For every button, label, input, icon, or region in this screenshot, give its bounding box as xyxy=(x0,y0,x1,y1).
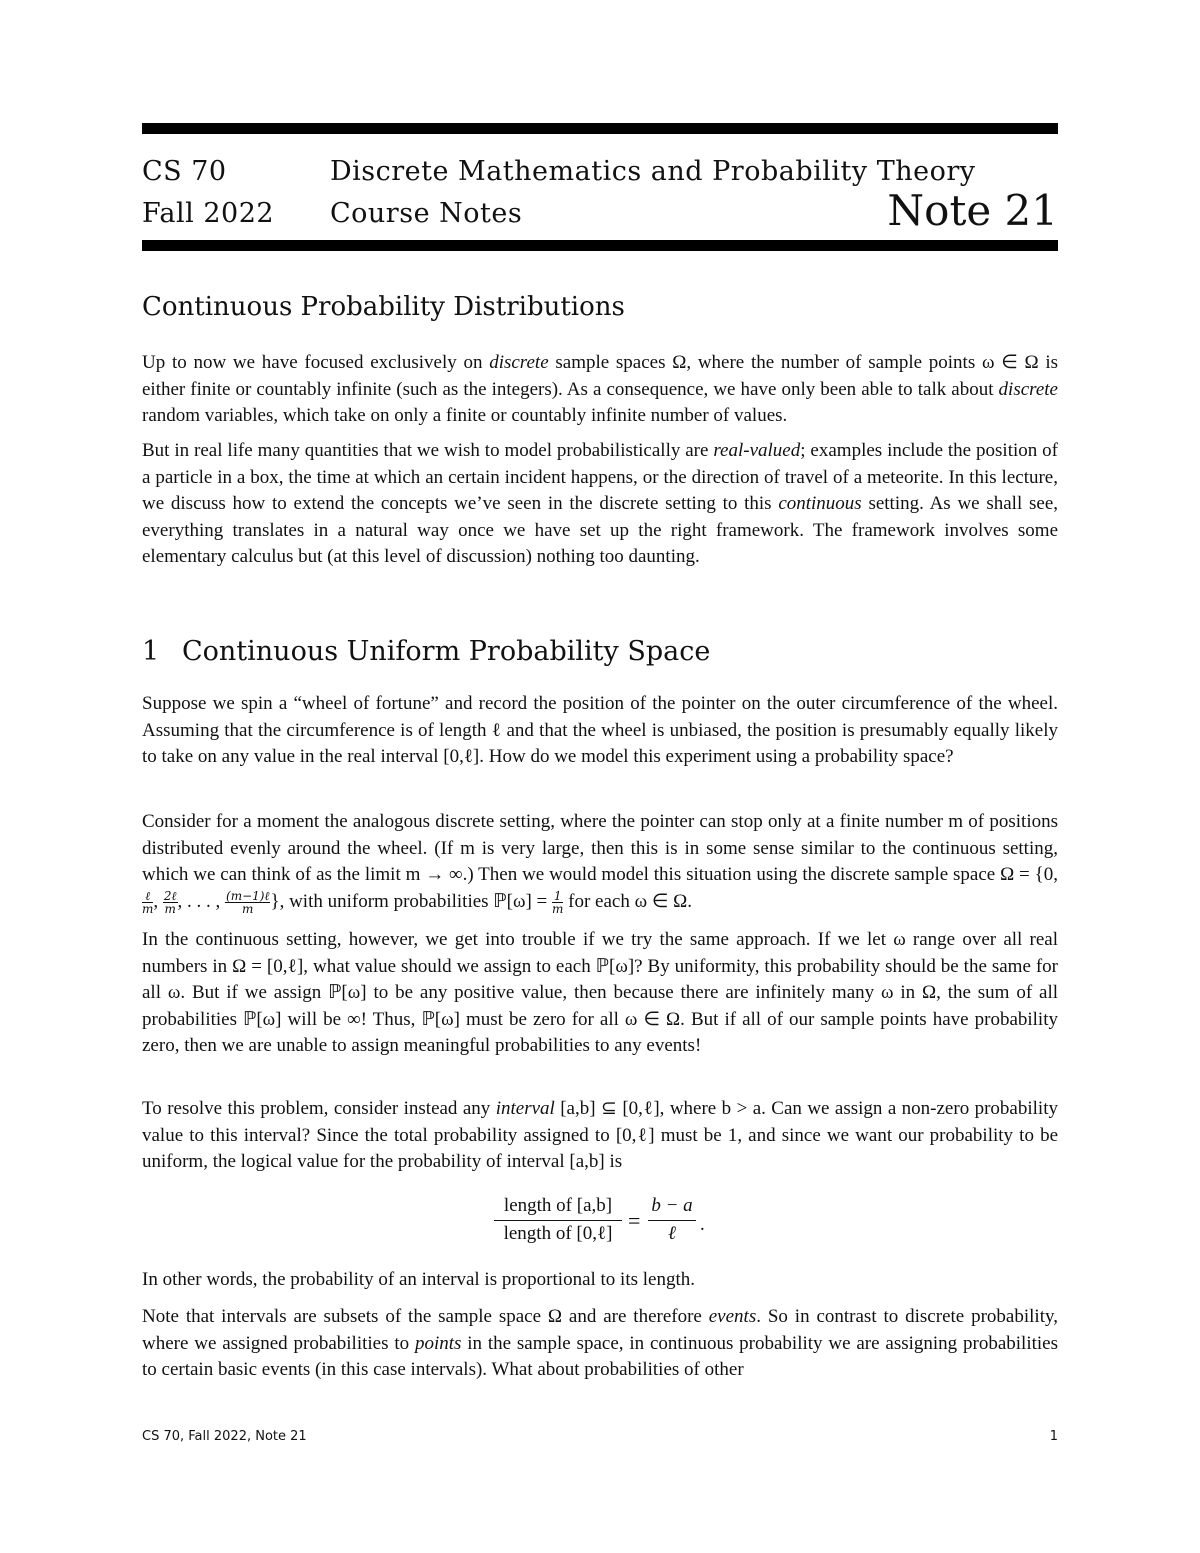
fraction-l-over-m: $\frac{\text{ℓ}}{m}$ xyxy=(142,888,154,916)
subsection-title: Continuous Uniform Probability Space xyxy=(182,636,711,667)
subsection-number: 1 xyxy=(142,636,160,667)
equation-fraction-b-minus-a: b − a ℓ xyxy=(648,1194,696,1247)
header-bottom-rule xyxy=(142,240,1058,251)
course-term: Fall 2022 xyxy=(142,198,275,229)
body-paragraph-proportional: In other words, the probability of an interval is proportional to its length. xyxy=(142,1269,696,1290)
body-paragraph-wheel: Suppose we spin a “wheel of fortune” and record the position of the pointer on the outer circumference of the wheel. Assuming that the circumference is of length ℓ and that the wheel is unbiased, the position is presumably equally likely to take on any value in the real interval [0,ℓ]. How do we model this experiment using a probability space? xyxy=(142,693,1058,767)
equation-equals: = xyxy=(628,1208,641,1233)
footer-left: CS 70, Fall 2022, Note 21 xyxy=(142,1429,307,1444)
display-equation xyxy=(0,1194,1200,1254)
equation-period: . xyxy=(700,1214,705,1235)
fraction-1-over-m: $\frac{1}{m}$ xyxy=(552,888,564,916)
course-title: Discrete Mathematics and Probability Theory xyxy=(330,156,976,187)
course-subtitle: Course Notes xyxy=(330,198,523,229)
body-paragraph-discrete-setting: Consider for a moment the analogous discrete setting, where the pointer can stop only at a finite number m of positions distributed evenly around the wheel. (If m is very large, then this is in some sense similar to the continuous setting, which we can think of as the limit m → ∞.) Then we would model this situation using the discrete sample space Ω = {0, $\frac{\text{ℓ}}{m}$ , $\frac{\text{2ℓ}}{m}$ , . . . , $\frac{\text{(m−1)ℓ}}{m}$ }, with uniform probabilities ℙ[ω] = $\frac{1}{m}$ for each ω ∈ Ω. xyxy=(142,811,1058,916)
fraction-2l-over-m: $\frac{\text{2ℓ}}{m}$ xyxy=(163,888,177,916)
header-top-rule xyxy=(142,123,1058,134)
body-paragraph-events: Note that intervals are subsets of the sample space Ω and are therefore events. So in contrast to discrete probability, where we assigned probabilities to points in the sample space, in continuous probability we are assigning probabilities to certain basic events (in this case intervals). What about probabilities of other xyxy=(142,1306,1059,1380)
body-paragraph-interval: To resolve this problem, consider instead any interval [a,b] ⊆ [0,ℓ], where b > a. Can we assign a non-zero probability value to this interval? Since the total probability assigned to [0,ℓ] must be 1, and since we want our probability to be uniform, the logical value for the probability of interval [a,b] is xyxy=(142,1098,1058,1172)
intro-paragraph-1: Up to now we have focused exclusively on discrete sample spaces Ω, where the number of sample points ω ∈ Ω is either finite or countably infinite (such as the integers). As a consequence, we have only been able to talk about discrete random variables, which take on only a finite or countably infinite number of values. xyxy=(142,352,1058,426)
body-paragraph-continuous-trouble: In the continuous setting, however, we get into trouble if we try the same approach. If we let ω range over all real numbers in Ω = [0,ℓ], what value should we assign to each ℙ[ω]? By uniformity, this probability should be the same for all ω. But if we assign ℙ[ω] to be any positive value, then because there are infinitely many ω in Ω, the sum of all probabilities ℙ[ω] will be ∞! Thus, ℙ[ω] must be zero for all ω ∈ Ω. But if all of our sample points have probability zero, then we are unable to assign meaningful probabilities to any events! xyxy=(142,929,1058,1056)
page-number: 1 xyxy=(1049,1429,1058,1444)
note-number: Note 21 xyxy=(887,186,1058,235)
course-code: CS 70 xyxy=(142,156,227,187)
subsection-heading xyxy=(142,636,710,667)
intro-paragraph-2: But in real life many quantities that we wish to model probabilistically are real-valued; examples include the position of a particle in a box, the time at which an certain incident happens, or the direction of travel of a meteorite. In this lecture, we discuss how to extend the concepts we’ve seen in the discrete setting to this continuous setting. As we shall see, everything translates in a natural way once we have set up the right framework. The framework involves some elementary calculus but (at this level of discussion) nothing too daunting. xyxy=(142,440,1058,567)
equation-fraction-lengths: length of [a,b] length of [0,ℓ] xyxy=(494,1194,622,1247)
fraction-m-minus-1-l-over-m: $\frac{\text{(m−1)ℓ}}{m}$ xyxy=(226,888,270,916)
section-title: Continuous Probability Distributions xyxy=(142,292,625,322)
